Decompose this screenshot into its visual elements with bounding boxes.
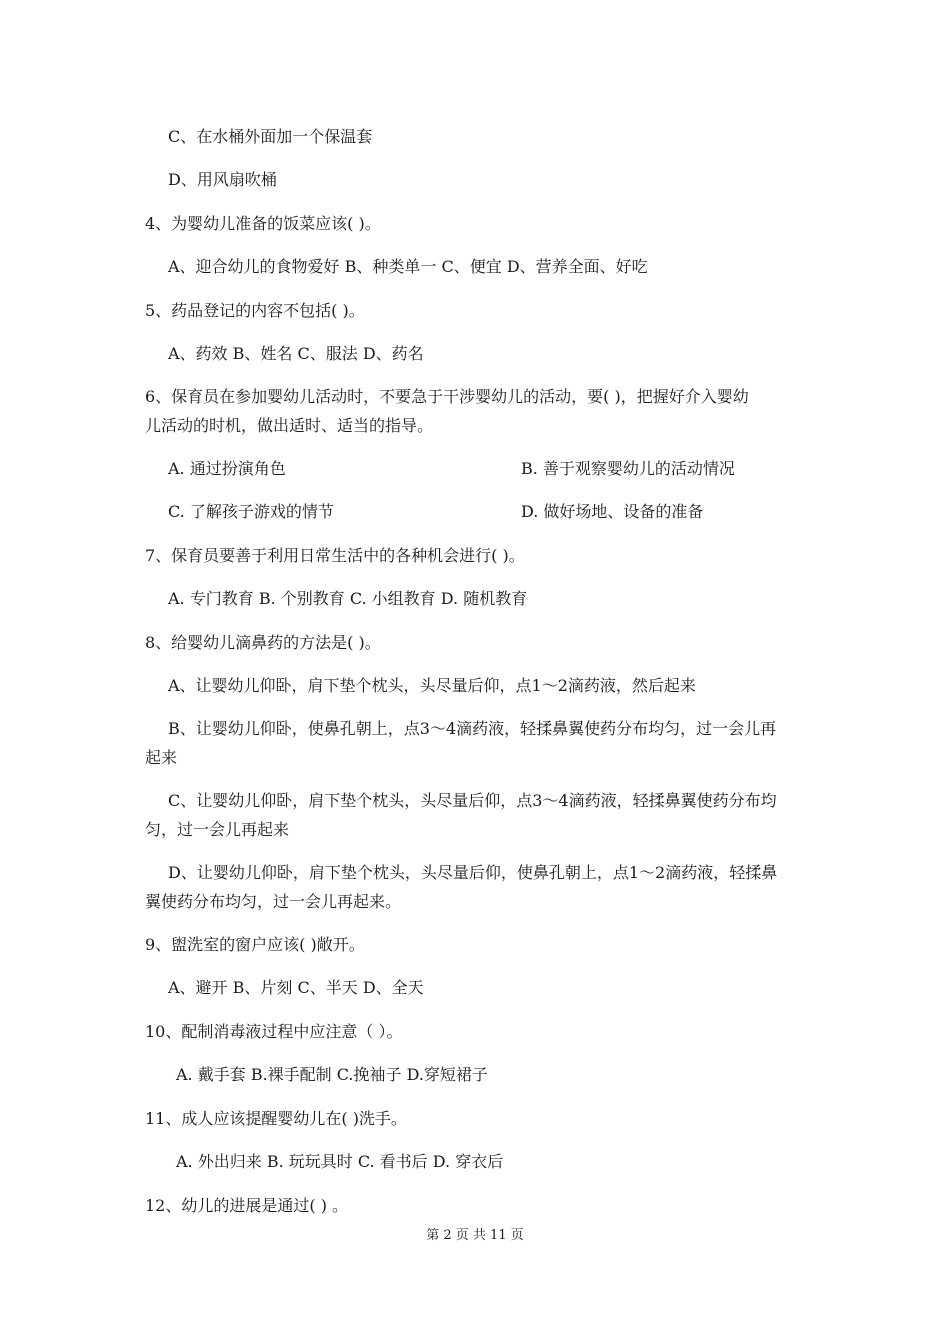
question-8: 8、给婴幼儿滴鼻药的方法是( )。 <box>145 633 381 652</box>
q8-option-c-line-2: 匀，过一会儿再起来 <box>145 820 290 839</box>
question-7: 7、保育员要善于利用日常生活中的各种机会进行( )。 <box>145 546 525 565</box>
question-5: 5、药品登记的内容不包括( )。 <box>145 301 365 320</box>
question-11: 11、成人应该提醒婴幼儿在( )洗手。 <box>145 1109 407 1128</box>
q9-options: A、避开 B、片刻 C、半天 D、全天 <box>168 978 424 997</box>
question-10: 10、配制消毒液过程中应注意（ ）。 <box>145 1022 403 1041</box>
q7-options: A. 专门教育 B. 个别教育 C. 小组教育 D. 随机教育 <box>168 589 528 608</box>
q6-option-b: B. 善于观察婴幼儿的活动情况 <box>521 459 735 478</box>
q8-option-d-line-1: D、让婴幼儿仰卧，肩下垫个枕头，头尽量后仰，使鼻孔朝上，点1～2滴药液，轻揉鼻 <box>168 863 778 882</box>
q6-option-c: C. 了解孩子游戏的情节 <box>168 502 334 521</box>
q5-options: A、药效 B、姓名 C、服法 D、药名 <box>168 344 424 363</box>
q6-option-d: D. 做好场地、设备的准备 <box>521 502 704 521</box>
question-4: 4、为婴幼儿准备的饭菜应该( )。 <box>145 214 381 233</box>
question-9: 9、盥洗室的窗户应该( )敞开。 <box>145 935 365 954</box>
question-12: 12、幼儿的进展是通过( ) 。 <box>145 1196 349 1215</box>
q3-option-c: C、在水桶外面加一个保温套 <box>168 127 373 146</box>
q8-option-b-line-2: 起来 <box>145 748 178 767</box>
q8-option-c-line-1: C、让婴幼儿仰卧，肩下垫个枕头，头尽量后仰，点3～4滴药液，轻揉鼻翼使药分布均 <box>168 791 777 810</box>
q6-option-a: A. 通过扮演角色 <box>168 459 286 478</box>
q4-options: A、迎合幼儿的食物爱好 B、种类单一 C、便宜 D、营养全面、好吃 <box>168 257 648 276</box>
question-6-line-2: 儿活动的时机，做出适时、适当的指导。 <box>145 416 434 435</box>
q8-option-b-line-1: B、让婴幼儿仰卧，使鼻孔朝上，点3～4滴药液，轻揉鼻翼使药分布均匀，过一会儿再 <box>168 719 777 738</box>
question-6-line-1: 6、保育员在参加婴幼儿活动时，不要急于干涉婴幼儿的活动，要( )，把握好介入婴幼 <box>145 387 749 406</box>
q8-option-d-line-2: 翼使药分布均匀，过一会儿再起来。 <box>145 892 402 911</box>
q8-option-a: A、让婴幼儿仰卧，肩下垫个枕头，头尽量后仰，点1～2滴药液，然后起来 <box>168 676 696 695</box>
page-footer: 第 2 页 共 11 页 <box>426 1228 524 1243</box>
q3-option-d: D、用风扇吹桶 <box>168 170 277 189</box>
q11-options: A. 外出归来 B. 玩玩具时 C. 看书后 D. 穿衣后 <box>176 1152 504 1171</box>
q10-options: A. 戴手套 B.裸手配制 C.挽袖子 D.穿短裙子 <box>176 1065 488 1084</box>
